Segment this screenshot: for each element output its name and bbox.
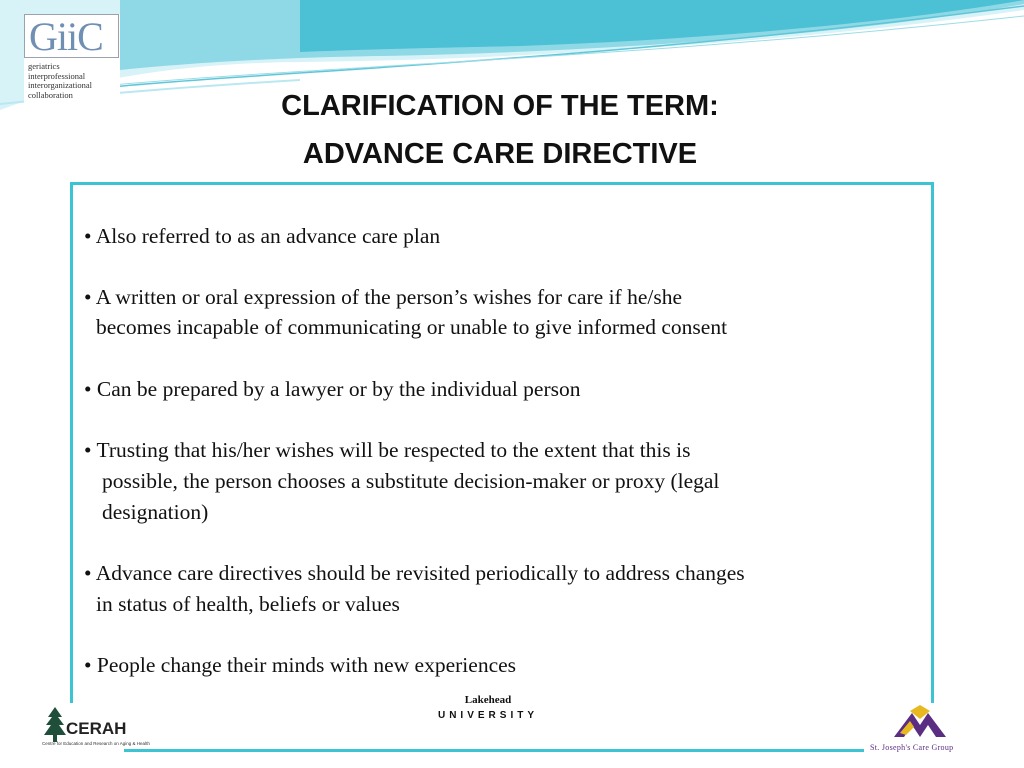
bullet-5-line-1: • Advance care directives should be revisited periodically to address changes xyxy=(84,561,745,585)
sjcg-logo-text: St. Joseph's Care Group xyxy=(870,743,954,752)
giic-logo xyxy=(24,14,120,106)
tree-icon xyxy=(42,705,68,743)
slide-title-line-2: ADVANCE CARE DIRECTIVE xyxy=(302,138,698,170)
cerah-logo xyxy=(40,703,150,753)
lakehead-logo-line-1: Lakehead xyxy=(464,694,512,706)
bullet-2-line-1: • A written or oral expression of the person’s wishes for care if he/she xyxy=(84,285,683,309)
giic-logo-text: GiiC xyxy=(29,14,103,59)
bullet-2-line-2: becomes incapable of communicating or unable to give informed consent xyxy=(96,315,728,339)
sjcg-emblem-icon xyxy=(886,703,956,741)
bullet-6-line-1: • People change their minds with new experiences xyxy=(84,653,517,677)
lakehead-logo-line-2: UNIVERSITY xyxy=(437,710,538,721)
bullet-1-line-1: • Also referred to as an advance care plan xyxy=(84,224,441,248)
giic-logo-line: geriatrics xyxy=(28,61,60,71)
giic-logo-lines xyxy=(28,62,92,100)
bullet-3-line-1: • Can be prepared by a lawyer or by the individual person xyxy=(84,377,581,401)
bullet-4-line-3: designation) xyxy=(102,500,209,524)
bullet-4-line-1: • Trusting that his/her wishes will be respected to the extent that this is xyxy=(84,438,691,462)
cerah-logo-text: CERAH xyxy=(66,719,127,738)
giic-logo-line: collaboration xyxy=(28,89,73,100)
bullet-4-line-2: possible, the person chooses a substitute decision-maker or proxy (legal xyxy=(102,469,720,493)
slide-title-line-1: CLARIFICATION OF THE TERM: xyxy=(281,90,719,122)
bullet-5-line-2: in status of health, beliefs or values xyxy=(96,592,400,616)
giic-logo-line: interprofessional xyxy=(28,70,86,81)
cerah-logo-subtitle: Centre for Education and Research on Aging & Health xyxy=(42,741,150,746)
giic-logo-line: interorganizational xyxy=(28,80,93,90)
giic-logo-mark xyxy=(24,14,119,58)
sjcg-logo xyxy=(864,703,976,753)
